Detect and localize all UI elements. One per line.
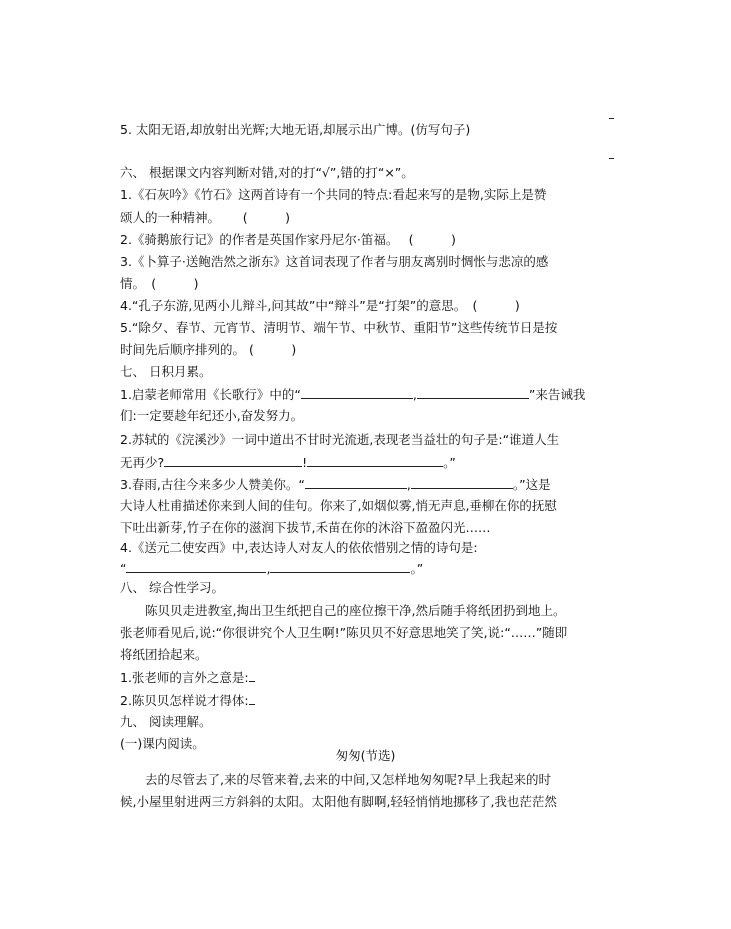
- s7-q2-line1: 2.苏轼的《浣溪沙》一词中道出不甘时光流逝,表现老当益壮的句子是:“谁道人生: [120, 432, 560, 447]
- s8-q2: [120, 692, 255, 709]
- s7-q2-blank-a[interactable]: [164, 454, 302, 467]
- s7-q3-line2: 大诗人杜甫描述你来到人间的佳句。你来了,如烟似雾,悄无声息,垂柳在你的抚慰: [120, 498, 557, 513]
- s7-q3-blank-b[interactable]: [411, 476, 513, 489]
- s7-q3-line3: 下吐出新芽,竹子在你的滋润下拔节,禾苗在你的沐浴下盈盈闪光……: [120, 520, 491, 535]
- section-7-heading: 七、 日积月累。: [120, 364, 212, 379]
- s8-q1-blank[interactable]: [249, 669, 255, 682]
- s7-q1-prefix: 1.启蒙老师常用《长歌行》中的“: [120, 387, 301, 402]
- section-6-heading: 六、 根据课文内容判断对错,对的打“√”,错的打“×”。: [120, 165, 414, 180]
- s7-q1-comma: ,: [412, 387, 417, 402]
- s9-subheading: (一)课内阅读。: [120, 736, 205, 751]
- s6-item2: 2.《骑鹅旅行记》的作者是英国作家丹尼尔·笛福。 ( ): [120, 232, 456, 247]
- passage-line1: 去的尽管去了,来的尽管来着,去来的中间,又怎样地匆匆呢?早上我起来的时: [120, 772, 552, 787]
- s7-q3-suffix: 。”这是: [512, 477, 551, 492]
- passage-line2: 候,小屋里射进两三方斜斜的太阳。太阳他有脚啊,轻轻悄悄地挪移了,我也茫茫然: [120, 794, 557, 809]
- s7-q1-line2: 们:一定要趁年纪还小,奋发努力。: [120, 408, 304, 423]
- s8-q2-blank[interactable]: [249, 692, 255, 705]
- s6-item3-line1: 3.《卜算子·送鲍浩然之浙东》这首词表现了作者与朋友离别时惆怅与悲凉的感: [120, 254, 549, 269]
- s7-q3-blank-a[interactable]: [305, 476, 407, 489]
- s7-q4-line1: 4.《送元二使安西》中,表达诗人对友人的依依惜别之情的诗句是:: [120, 540, 478, 555]
- section-9-heading: 九、 阅读理解。: [120, 714, 212, 729]
- s7-q4-blank-a[interactable]: [126, 560, 266, 573]
- section-8-heading: 八、 综合性学习。: [120, 580, 224, 595]
- s8-q1-label: 1.张老师的言外之意是:: [120, 670, 249, 685]
- s8-para-line2: 张老师看见后,说:“你很讲究个人卫生啊!”陈贝贝不好意思地笑了笑,说:“……”随即: [120, 625, 568, 640]
- answer-line-mark-1: [609, 118, 614, 119]
- passage-title: 匆匆(节选): [335, 748, 396, 763]
- s7-q4-blank-b[interactable]: [270, 560, 410, 573]
- s7-q3-comma: ,: [406, 477, 411, 492]
- s8-q1: [120, 669, 255, 686]
- s8-para-line3: 将纸团拾起来。: [120, 647, 208, 662]
- s6-item5-line1: 5.“除夕、春节、元宵节、清明节、端午节、中秋节、重阳节”这些传统节日是按: [120, 320, 558, 335]
- s7-q2-blank-b[interactable]: [307, 454, 443, 467]
- s8-para-line1: 陈贝贝走进教室,掏出卫生纸把自己的座位擦干净,然后随手将纸团扔到地上。: [120, 603, 566, 618]
- s7-q2-mark: !: [302, 455, 308, 470]
- s7-q4-end: 。”: [410, 561, 424, 576]
- s7-q3-prefix: 3.春雨,古往今来多少人赞美你。“: [120, 477, 305, 492]
- s7-q1-blank-a[interactable]: [301, 386, 413, 399]
- s7-q2-end: 。”: [443, 455, 456, 470]
- s6-item3-line2: 情。 ( ): [120, 276, 199, 291]
- s7-q4-line2: [120, 560, 423, 577]
- s7-q1-suffix: ”来告诫我: [528, 387, 586, 402]
- s7-q1-blank-b[interactable]: [417, 386, 529, 399]
- s7-q1-line1: [120, 386, 585, 403]
- q5-text: 5. 太阳无语,却放射出光辉;大地无语,却展示出广博。(仿写句子): [120, 122, 471, 137]
- s6-item1-line2: 颂人的一种精神。 ( ): [120, 210, 290, 225]
- s6-item5-line2: 时间先后顺序排列的。 ( ): [120, 342, 297, 357]
- s7-q4-open: “: [120, 561, 127, 576]
- s6-item1-line1: 1.《石灰吟》《竹石》这两首诗有一个共同的特点:看起来写的是物,实际上是赞: [120, 187, 547, 202]
- s7-q2-line2: [120, 454, 456, 471]
- s7-q2-prefix: 无再少?: [120, 455, 165, 470]
- answer-line-mark-2: [609, 158, 614, 159]
- s7-q4-comma: ,: [266, 561, 271, 576]
- s6-item4: 4.“孔子东游,见两小儿辩斗,问其故”中“辩斗”是“打架”的意思。 ( ): [120, 298, 520, 313]
- s8-q2-label: 2.陈贝贝怎样说才得体:: [120, 693, 249, 708]
- s7-q3-line1: [120, 476, 551, 493]
